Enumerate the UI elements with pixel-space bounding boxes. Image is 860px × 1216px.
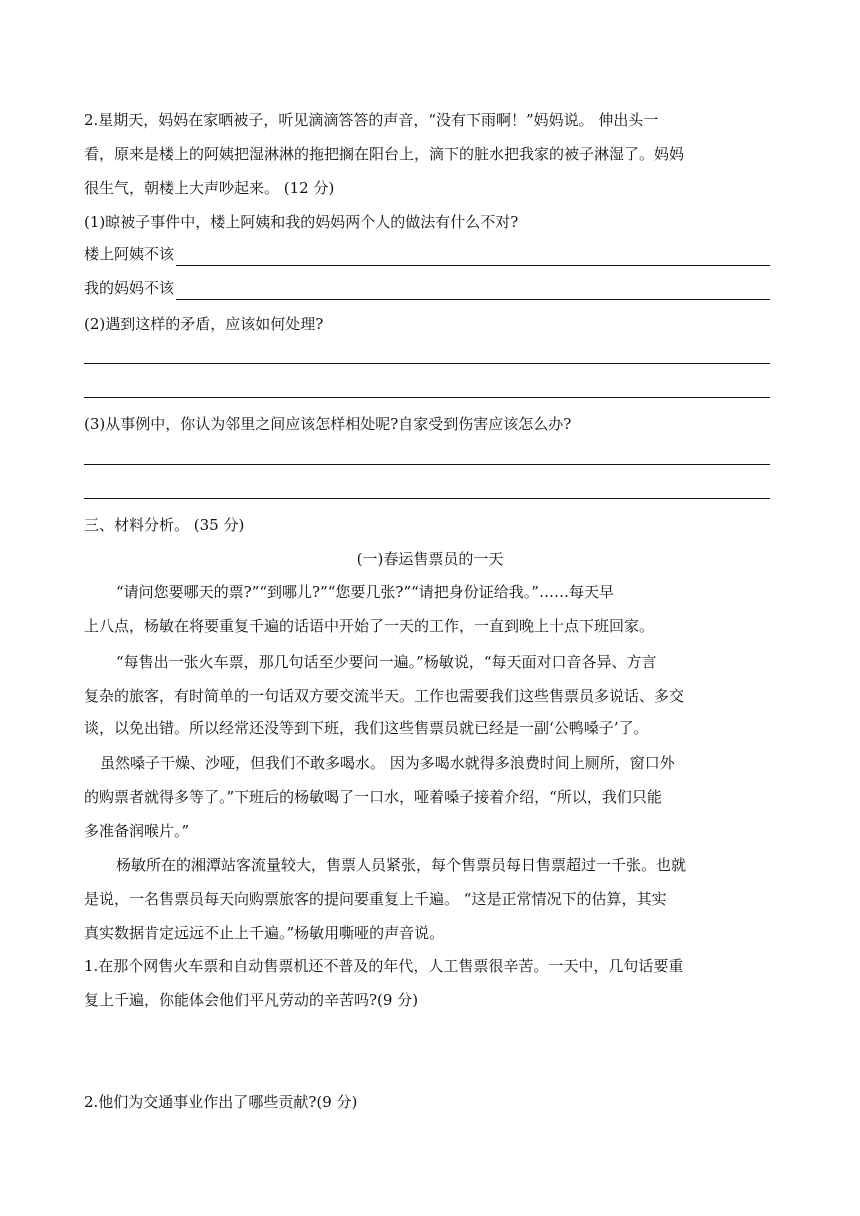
answer-line[interactable] xyxy=(176,247,770,266)
question-1: 复上千遍，你能体会他们平凡劳动的辛苦吗?(9 分) xyxy=(84,991,419,1009)
q2-text-line: 看，原来是楼上的阿姨把湿淋淋的拖把搁在阳台上，滴下的脏水把我家的被子淋湿了。妈妈 xyxy=(84,145,685,163)
passage-line: 杨敏所在的湘潭站客流量较大，售票人员紧张，每个售票员每日售票超过一千张。也就 xyxy=(116,856,687,874)
fill-label-neighbor: 楼上阿姨不该 xyxy=(84,245,175,263)
fill-row-mother xyxy=(84,276,770,300)
question-2: 2.他们为交通事业作出了哪些贡献?(9 分) xyxy=(84,1093,358,1111)
answer-line[interactable] xyxy=(84,363,770,364)
passage-title: (一)春运售票员的一天 xyxy=(356,550,504,568)
passage-line: 多准备润喉片。” xyxy=(84,822,190,840)
passage-line: 虽然嗓子干燥、沙哑，但我们不敢多喝水。 因为多喝水就得多浪费时间上厕所，窗口外 xyxy=(100,754,675,772)
passage-line: 是说，一名售票员每天向购票旅客的提问要重复上千遍。 “这是正常情况下的估算，其实 xyxy=(84,890,667,908)
passage-line: “每售出一张火车票，那几句话至少要问一遍。”杨敏说，“每天面对口音各异、方言 xyxy=(116,653,657,671)
answer-line[interactable] xyxy=(84,498,770,499)
fill-label-mother: 我的妈妈不该 xyxy=(84,279,175,297)
q2-text-line: 很生气，朝楼上大声吵起来。 (12 分) xyxy=(84,179,335,197)
passage-line: 谈，以免出错。所以经常还没等到下班，我们这些售票员就已经是一副‘公鸭嗓子’了。 xyxy=(84,719,649,737)
passage-line: 复杂的旅客，有时简单的一句话双方要交流半天。工作也需要我们这些售票员多说话、多交 xyxy=(84,687,685,705)
q2-sub3: (3)从事例中，你认为邻里之间应该怎样相处呢?自家受到伤害应该怎么办? xyxy=(84,415,572,433)
q2-sub2: (2)遇到这样的矛盾，应该如何处理? xyxy=(84,315,324,333)
passage-line: 的购票者就得多等了。”下班后的杨敏喝了一口水，哑着嗓子接着介绍，“所以，我们只能 xyxy=(84,788,662,806)
fill-row-neighbor xyxy=(84,242,770,266)
passage-line: 上八点，杨敏在将要重复千遍的话语中开始了一天的工作，一直到晚上十点下班回家。 xyxy=(84,617,655,635)
passage-line: 真实数据肯定远远不止上千遍。”杨敏用嘶哑的声音说。 xyxy=(84,924,445,942)
q2-text-line: 2.星期天，妈妈在家晒被子，听见滴滴答答的声音，“没有下雨啊！”妈妈说。 伸出头一 xyxy=(84,111,659,129)
answer-line[interactable] xyxy=(176,281,770,300)
q2-sub1: (1)晾被子事件中，楼上阿姨和我的妈妈两个人的做法有什么不对? xyxy=(84,213,519,231)
answer-line[interactable] xyxy=(84,397,770,398)
section-heading: 三、材料分析。 (35 分) xyxy=(84,516,245,534)
question-1: 1.在那个网售火车票和自动售票机还不普及的年代，人工售票很辛苦。一天中，几句话要重 xyxy=(84,957,684,975)
passage-line: “请问您要哪天的票?”“到哪儿?”“您要几张?”“请把身份证给我。”……每天早 xyxy=(116,583,614,601)
answer-line[interactable] xyxy=(84,464,770,465)
